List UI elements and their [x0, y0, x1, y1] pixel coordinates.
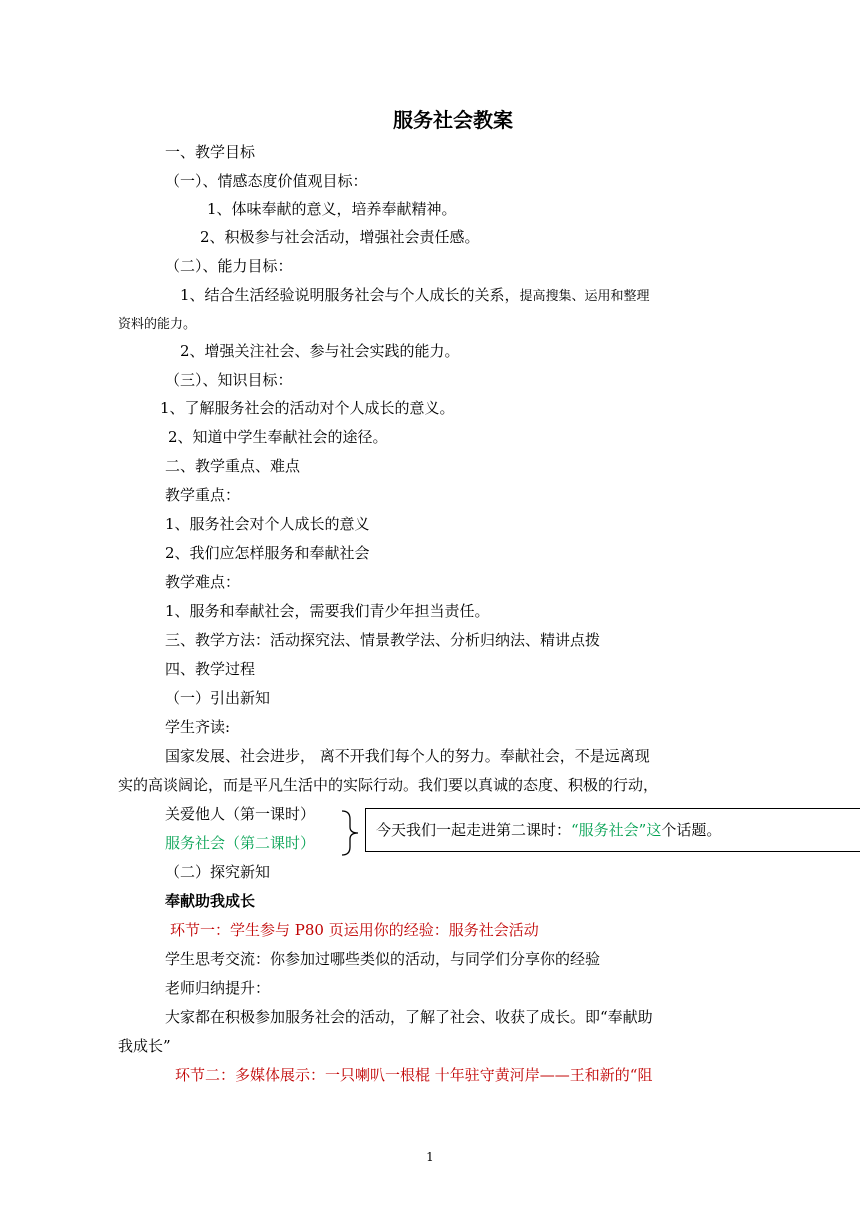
page-number: 1	[426, 1150, 434, 1164]
sub-title: 奉献助我成长	[165, 892, 256, 910]
objective-item: 1、体味奉献的意义，培养奉献精神。	[207, 200, 457, 218]
callout-text-highlight: “服务社会”这	[571, 821, 662, 839]
objective-item: 1、了解服务社会的活动对个人成长的意义。	[160, 399, 455, 417]
objective-item: 2、积极参与社会活动，增强社会责任感。	[200, 228, 480, 246]
difficulty-item: 1、服务和奉献社会，需要我们青少年担当责任。	[165, 602, 490, 620]
paragraph-line: 大家都在积极参加服务社会的活动，了解了社会、收获了成长。即“奉献助	[165, 1008, 653, 1026]
paragraph-line: 国家发展、社会进步， 离不开我们每个人的努力。奉献社会，不是远离现	[165, 747, 650, 765]
read-heading: 学生齐读:	[165, 718, 231, 736]
section-heading-keypoints: 二、教学重点、难点	[165, 457, 301, 475]
paragraph-line: 我成长”	[118, 1037, 171, 1055]
objective-item: 2、增强关注社会、参与社会实践的能力。	[180, 342, 460, 360]
subheading-explore: （二）探究新知	[165, 863, 271, 881]
lesson-one-label: 关爱他人（第一课时）	[165, 805, 316, 823]
difficulty-heading: 教学难点：	[165, 573, 241, 591]
objective-text-small: 提高搜集、运用和整理	[519, 289, 650, 304]
callout-box	[365, 808, 860, 852]
paragraph-line: 学生思考交流：你参加过哪些类似的活动，与同学们分享你的经验	[165, 950, 601, 968]
lesson-two-label: 服务社会（第二课时）	[165, 834, 316, 852]
activity-step-two: 环节二：多媒体展示：一只喇叭一根棍 十年驻守黄河岸——王和新的“阻	[175, 1066, 653, 1084]
paragraph-line: 实的高谈阔论，而是平凡生活中的实际行动。我们要以真诚的态度、积极的行动，	[118, 776, 659, 794]
curly-brace-icon	[340, 809, 362, 857]
key-heading: 教学重点：	[165, 486, 241, 504]
callout-text-a: 今天我们一起走进第二课时：	[376, 821, 572, 839]
activity-step-one: 环节一：学生参与 P80 页运用你的经验：服务社会活动	[170, 921, 539, 939]
section-heading-methods: 三、教学方法：活动探究法、情景教学法、分析归纳法、精讲点拨	[165, 631, 601, 649]
page-title: 服务社会教案	[393, 108, 513, 132]
paragraph-line: 老师归纳提升：	[165, 979, 271, 997]
section-heading-process: 四、教学过程	[165, 660, 256, 678]
subheading-ability: （二）、能力目标：	[165, 257, 293, 275]
objective-text: 1、结合生活经验说明服务社会与个人成长的关系，	[180, 286, 520, 304]
section-heading-objectives: 一、教学目标	[165, 143, 256, 161]
objective-continuation: 资料的能力。	[118, 317, 197, 332]
subheading-intro: （一）引出新知	[165, 689, 271, 707]
objective-item	[180, 285, 650, 307]
subheading-attitude: （一）、情感态度价值观目标：	[165, 172, 368, 190]
key-item: 1、服务社会对个人成长的意义	[165, 515, 370, 533]
objective-item: 2、知道中学生奉献社会的途径。	[168, 428, 388, 446]
callout-text	[376, 820, 721, 840]
subheading-knowledge: （三）、知识目标：	[165, 371, 293, 389]
key-item: 2、我们应怎样服务和奉献社会	[165, 544, 370, 562]
callout-text-c: 个话题。	[661, 821, 722, 839]
